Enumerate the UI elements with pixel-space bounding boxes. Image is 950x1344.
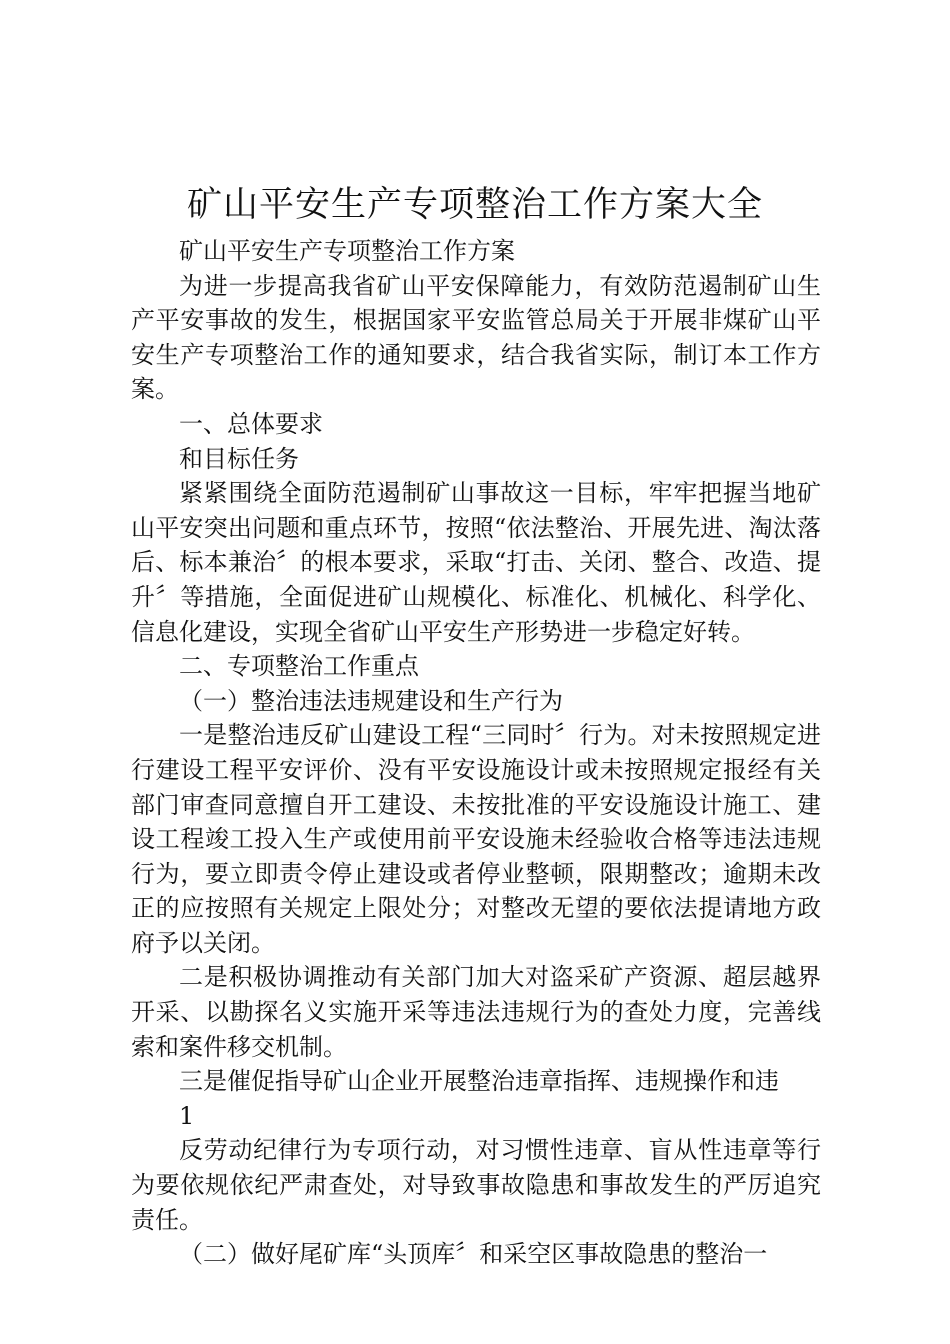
section-heading: 二、专项整治工作重点	[179, 652, 419, 681]
paragraph: 为进一步提高我省矿山平安保障能力，有效防范遏制矿山生产平安事故的发生，根据国家平安监管总局关于开展非煤矿山平安生产专项整治工作的通知要求，结合我省实际，制订本工作方案。	[131, 271, 821, 404]
section-heading-continued: 和目标任务	[179, 444, 299, 473]
page-number: 1	[179, 1101, 195, 1130]
paragraph: 三是催促指导矿山企业开展整治违章指挥、违规操作和违	[179, 1067, 779, 1096]
paragraph: 矿山平安生产专项整治工作方案	[179, 237, 515, 265]
subsection-heading: （一）整治违法违规建设和生产行为	[179, 686, 563, 715]
paragraph: 一是整治违反矿山建设工程“三同时〞行为。对未按照规定进行建设工程平安评价、没有平安设施设计或未按照规定报经有关部门审查同意擅自开工建设、未按批准的平安设施设计施工、建设工程竣工投入生产或使用前平安设施未经验收合格等违法违规行为，要立即责令停止建设或者停业整顿，限期整改；逾期未改正的应按照有关规定上限处分；对整改无望的要依法提请地方政府予以关闭。	[131, 721, 821, 957]
section-heading: 一、总体要求	[179, 409, 323, 438]
document-body	[131, 234, 821, 1272]
paragraph: 紧紧围绕全面防范遏制矿山事故这一目标，牢牢把握当地矿山平安突出问题和重点环节，按照“依法整治、开展先进、淘汰落后、标本兼治〞的根本要求，采取“打击、关闭、整合、改造、提升〞等措施，全面促进矿山规模化、标准化、机械化、科学化、信息化建设，实现全省矿山平安生产形势进一步稳定好转。	[131, 479, 821, 646]
paragraph: 二是积极协调推动有关部门加大对盗采矿产资源、超层越界开采、以勘探名义实施开采等违法违规行为的查处力度，完善线索和案件移交机制。	[131, 963, 821, 1061]
page-title: 矿山平安生产专项整治工作方案大全	[186, 185, 763, 225]
subsection-heading: （二）做好尾矿库“头顶库〞和采空区事故隐患的整治一	[179, 1240, 768, 1269]
paragraph: 反劳动纪律行为专项行动，对习惯性违章、盲从性违章等行为要依规依纪严肃查处，对导致事故隐患和事故发生的严厉追究责任。	[131, 1136, 821, 1234]
